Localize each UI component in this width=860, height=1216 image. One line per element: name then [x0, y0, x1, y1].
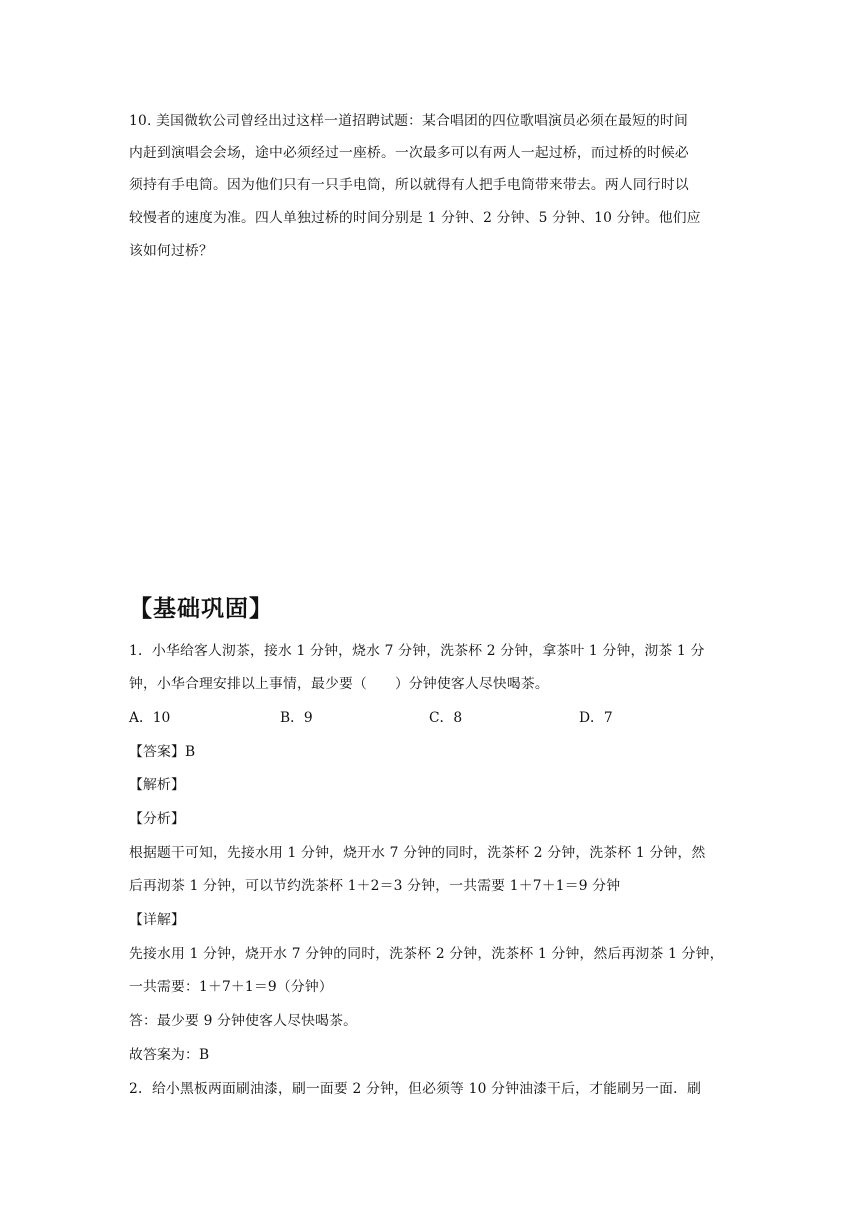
question-10-line-2: 内赶到演唱会会场，途中必须经过一座桥。一次最多可以有两人一起过桥，而过桥的时候必 [129, 145, 689, 161]
fenxi-label: 【分析】 [129, 811, 185, 827]
conclusion-line: 故答案为：B [129, 1047, 210, 1063]
question-10-line-1: 10. 美国微软公司曾经出过这样一道招聘试题：某合唱团的四位歌唱演员必须在最短的时间 [129, 113, 689, 129]
option-d: D．7 [579, 710, 613, 726]
option-c: C．8 [429, 710, 463, 726]
question-10-line-4: 较慢者的速度为准。四人单独过桥的时间分别是 1 分钟、2 分钟、5 分钟、10 分钟。他们应 [129, 210, 701, 226]
option-a: A．10 [129, 710, 171, 726]
fenxi-line-1: 根据题干可知，先接水用 1 分钟，烧开水 7 分钟的同时，洗茶杯 2 分钟，洗茶杯 1 分钟，然 [129, 845, 706, 861]
detail-label: 【详解】 [129, 912, 185, 928]
analysis-label: 【解析】 [129, 777, 185, 793]
detail-line-2: 一共需要：1＋7＋1＝9（分钟） [129, 979, 333, 995]
section-title: 【基础巩固】 [129, 596, 273, 622]
fenxi-line-2: 后再沏茶 1 分钟，可以节约洗茶杯 1＋2＝3 分钟，一共需要 1＋7＋1＝9 分钟 [129, 878, 621, 894]
detail-line-1: 先接水用 1 分钟，烧开水 7 分钟的同时，洗茶杯 2 分钟，洗茶杯 1 分钟，然后再沏茶 1 分钟， [129, 946, 724, 962]
question-2-line-1: 2．给小黑板两面刷油漆，刷一面要 2 分钟，但必须等 10 分钟油漆干后，才能刷另一面．刷 [129, 1081, 702, 1097]
question-10-line-3: 须持有手电筒。因为他们只有一只手电筒，所以就得有人把手电筒带来带去。两人同行时以 [129, 177, 689, 193]
reply-line: 答：最少要 9 分钟使客人尽快喝茶。 [129, 1013, 358, 1029]
question-1-line-1: 1．小华给客人沏茶，接水 1 分钟，烧水 7 分钟，洗茶杯 2 分钟，拿茶叶 1 分钟，沏茶 1 分 [129, 643, 705, 659]
option-b: B．9 [280, 710, 313, 726]
question-10-line-5: 该如何过桥？ [129, 243, 213, 259]
answer-label: 【答案】B [129, 744, 196, 760]
question-1-line-2: 钟，小华合理安排以上事情，最少要（ ）分钟使客人尽快喝茶。 [129, 676, 549, 692]
